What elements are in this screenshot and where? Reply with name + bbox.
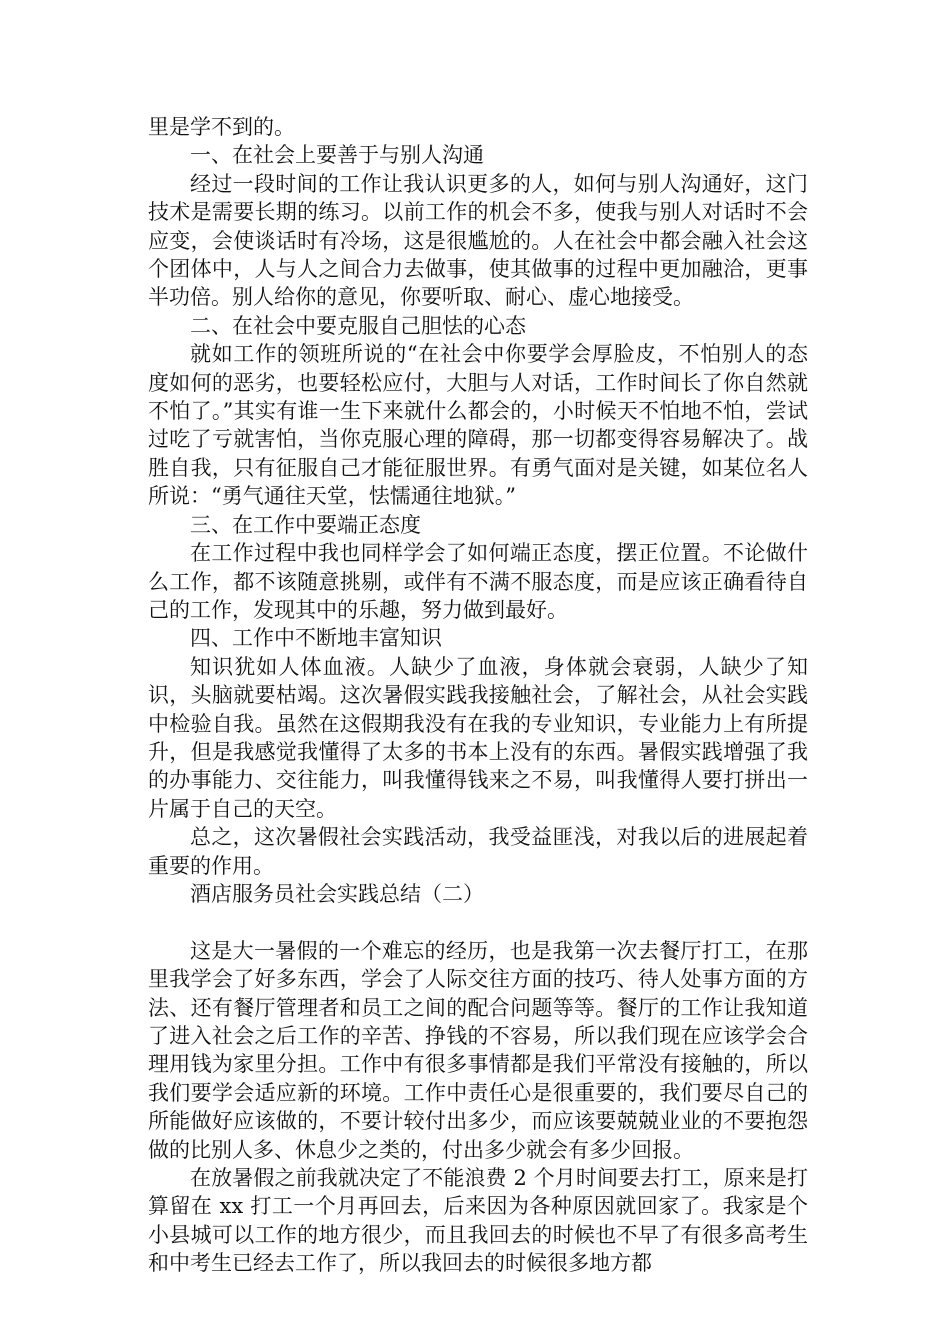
paragraph: 在放暑假之前我就决定了不能浪费 2 个月时间要去打工，原来是打算留在 xx 打工一个月再回去，后来因为各种原因就回家了。我家是个小县城可以工作的地方很少，而且我回去的时候也不早了有很多高考生和中考生已经去工作了，所以我回去的时候很多地方都: [148, 1166, 808, 1276]
paragraph: 就如工作的领班所说的“在社会中你要学会厚脸皮，不怕别人的态度如何的恶劣，也要轻松应付，大胆与人对话，工作时间长了你自然就不怕了。”其实有谁一生下来就什么都会的，小时候天不怕地不怕，尝试过吃了亏就害怕，当你克服心理的障碍，那一切都变得容易解决了。战胜自我，只有征服自己才能征服世界。有勇气面对是关键，如某位名人所说：“勇气通往天堂，怯懦通往地狱。”: [148, 342, 808, 509]
paragraph-conclusion: 总之，这次暑假社会实践活动，我受益匪浅，对我以后的进展起着重要的作用。: [148, 825, 808, 878]
document-body: [148, 113, 808, 1278]
section-heading-3: 三、在工作中要端正态度: [190, 512, 421, 537]
paragraph: 知识犹如人体血液。人缺少了血液，身体就会衰弱，人缺少了知识，头脑就要枯竭。这次暑假实践我接触社会，了解社会，从社会实践中检验自我。虽然在这假期我没有在我的专业知识，专业能力上有所提升，但是我感觉我懂得了太多的书本上没有的东西。暑假实践增强了我的办事能力、交往能力，叫我懂得钱来之不易，叫我懂得人要打拼出一片属于自己的天空。: [148, 654, 808, 821]
article-title: 酒店服务员社会实践总结（二）: [190, 881, 484, 906]
paragraph-continuation: 里是学不到的。: [148, 115, 295, 139]
section-heading-1: 一、在社会上要善于与别人沟通: [190, 143, 484, 168]
paragraph: 经过一段时间的工作让我认识更多的人，如何与别人沟通好，这门技术是需要长期的练习。以前工作的机会不多，使我与别人对话时不会应变，会使谈话时有冷场，这是很尴尬的。人在社会中都会融入社会这个团体中，人与人之间合力去做事，使其做事的过程中更加融洽，更事半功倍。别人给你的意见，你要听取、耐心、虚心地接受。: [148, 171, 808, 310]
section-heading-2: 二、在社会中要克服自己胆怯的心态: [190, 313, 526, 338]
paragraph: 在工作过程中我也同样学会了如何端正态度，摆正位置。不论做什么工作，都不该随意挑剔，或伴有不满不服态度，而是应该正确看待自己的工作，发现其中的乐趣，努力做到最好。: [148, 541, 808, 622]
blank-line: [148, 908, 808, 936]
section-heading-4: 四、工作中不断地丰富知识: [190, 626, 442, 651]
paragraph: 这是大一暑假的一个难忘的经历，也是我第一次去餐厅打工，在那里我学会了好多东西，学会了人际交往方面的技巧、待人处事方面的方法、还有餐厅管理者和员工之间的配合问题等等。餐厅的工作让我知道了进入社会之后工作的辛苦、挣钱的不容易，所以我们现在应该学会合理用钱为家里分担。工作中有很多事情都是我们平常没有接触的，所以我们要学会适应新的环境。工作中责任心是很重要的，我们要尽自己的所能做好应该做的，不要计较付出多少，而应该要兢兢业业的不要抱怨做的比别人多、休息少之类的，付出多少就会有多少回报。: [148, 938, 808, 1162]
